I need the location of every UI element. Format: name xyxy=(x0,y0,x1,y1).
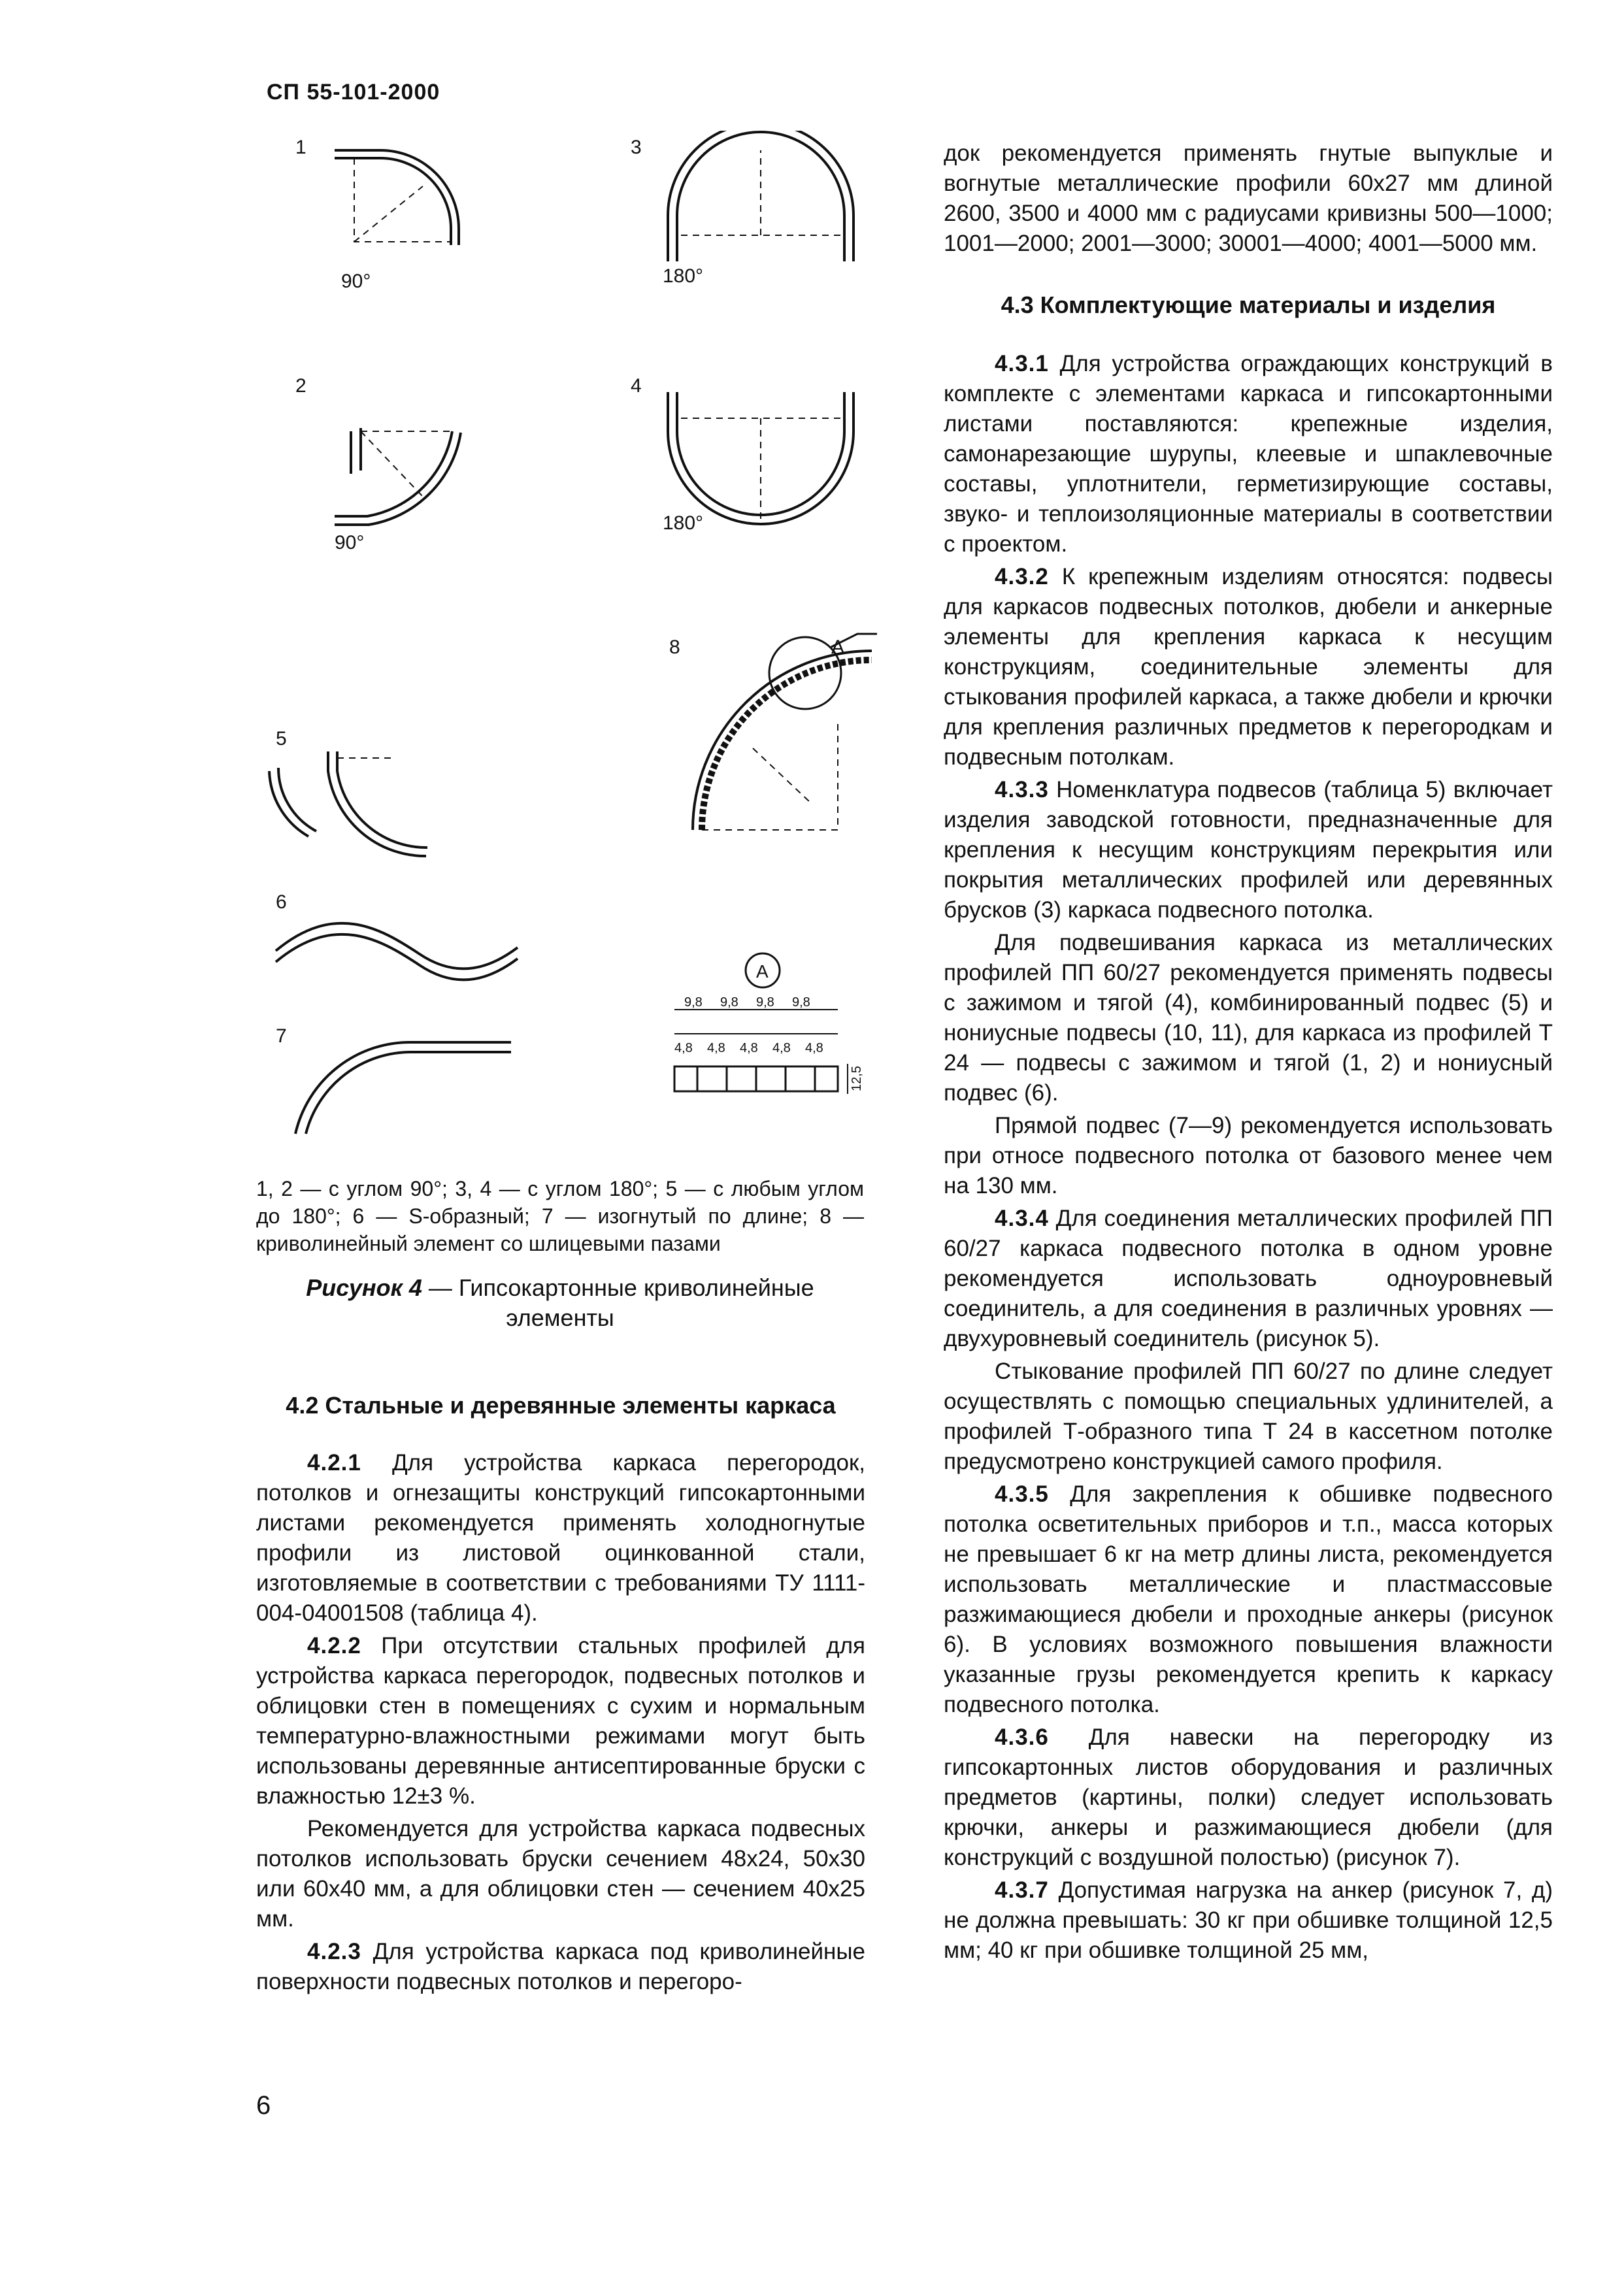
element-4-drawing xyxy=(668,392,853,524)
clause-number: 4.3.6 xyxy=(995,1724,1049,1750)
element-label-1: 1 xyxy=(295,137,307,158)
paragraph-text: К крепежным изделиям относятся: подвесы для каркасов подвесных потолков, дюбели и анкерные элементы для крепления каркаса к несущим конструкциям, соединительные элементы для стыкования профилей каркаса, а также дюбели и крючки для крепления различных предметов к перегородкам и подвесным потолкам. xyxy=(944,564,1553,770)
element-3-drawing xyxy=(668,131,853,261)
element-6-drawing xyxy=(276,923,518,980)
section-heading-4-2: 4.2 Стальные и деревянные элементы каркаса xyxy=(286,1392,836,1419)
element-label-3: 3 xyxy=(631,137,642,158)
paragraph-4-3-1 xyxy=(944,349,1553,559)
clause-number: 4.3.3 xyxy=(995,777,1049,802)
paragraph-4-3-7 xyxy=(944,1875,1553,1966)
paragraph-4-3-3-cont-1: Для подвешивания каркаса из металлических профилей ПП 60/27 рекомендуется применять подвесы с зажимом и тягой (4), комбинированный подвес (5) и нониусные подвесы (10, 11), для каркаса из профилей Т 24 — подвесы с зажимом и тягой (1, 2) и нониусный подвес (6). xyxy=(944,930,1553,1106)
paragraph-text: Для соединения металлических профилей ПП 60/27 каркаса подвесного потолка в одном уровне рекомендуется использовать одноуровневый соединитель, а для соединения в различных уровнях — двухуровневый соединитель (рисунок 5). xyxy=(944,1206,1553,1351)
angle-label-180-4: 180° xyxy=(663,512,704,534)
angle-label-90-1: 90° xyxy=(341,271,371,292)
paragraph-text: Для навески на перегородку из гипсокартонных листов оборудования и различных предметов (картины, полки) следует использовать крючки, анкеры и разжимающиеся дюбели (для конструкций с воздушной полостью) (рисунок 7). xyxy=(944,1724,1553,1870)
paragraph-4-3-4 xyxy=(944,1204,1553,1354)
paragraph-4-3-2 xyxy=(944,562,1553,772)
dim-top-4: 9,8 xyxy=(792,995,810,1010)
dim-top-2: 9,8 xyxy=(720,995,738,1010)
dim-top-3: 9,8 xyxy=(756,995,774,1010)
dim-thickness: 12,5 xyxy=(850,1066,864,1091)
paragraph-text: Для закрепления к обшивке подвесного потолка осветительных приборов и т.п., масса которых не превышает 6 кг на метр длины листа, рекомендуется использовать металлические и пластмассовые разжимающиеся дюбели и проходные анкеры (рисунок 6). В условиях возможного повышения влажности указанные грузы рекомендуется крепить к каркасу подвесного потолка. xyxy=(944,1481,1553,1717)
paragraph-text: Для устройства каркаса под криволинейные поверхности подвесных потолков и перегоро- xyxy=(256,1939,865,1994)
paragraph-text: Для устройства ограждающих конструкций в комплекте с элементами каркаса и гипсокартонными листами поставляются: крепежные изделия, самонарезающие шурупы, клеевые и шпаклевочные составы, уплотнители, герметизирующие составы, звуко- и теплоизоляционные материалы в соответствии с проектом. xyxy=(944,351,1553,557)
paragraph-4-3-4-cont: Стыкование профилей ПП 60/27 по длине следует осуществлять с помощью специальных удлинителей, а профилей Т-образного типа Т 24 в кассетном потолке предусмотрено конструкцией самого профиля. xyxy=(944,1359,1553,1474)
element-label-7: 7 xyxy=(276,1025,287,1047)
element-label-2: 2 xyxy=(295,375,307,397)
paragraph-text: При отсутствии стальных профилей для устройства каркаса перегородок, подвесных потолков и облицовки стен в помещениях с сухим и нормальным температурно-влажностными режимами могут быть использованы деревянные антисептированные бруски с влажностью 12±3 %. xyxy=(256,1633,865,1809)
element-label-8: 8 xyxy=(669,636,680,658)
dim-top-1: 9,8 xyxy=(684,995,703,1010)
figure-notes: 1, 2 — с углом 90°; 3, 4 — с углом 180°; 5 — с любым углом до 180°; 6 — S-образный; 7 — изогнутый по длине; 8 — криволинейный элемент со шлицевыми пазами xyxy=(256,1177,864,1255)
paragraph-4-3-3-cont-2: Прямой подвес (7—9) рекомендуется использовать при относе подвесного потолка от базового менее чем на 130 мм. xyxy=(944,1113,1553,1198)
paragraph-4-2-2 xyxy=(256,1631,865,1811)
detail-a-label: A xyxy=(756,961,769,982)
paragraph-text: Допустимая нагрузка на анкер (рисунок 7, д) не должна превышать: 30 кг при обшивке толщиной 12,5 мм; 40 кг при обшивке толщиной 25 мм, xyxy=(944,1877,1553,1963)
paragraph-4-3-5 xyxy=(944,1479,1553,1720)
page-number: 6 xyxy=(256,2091,271,2120)
clause-number: 4.3.2 xyxy=(995,564,1049,589)
element-1-drawing xyxy=(335,150,459,245)
figure-caption-text: — Гипсокартонные криволинейные элементы xyxy=(422,1274,814,1331)
callout-a-label: A xyxy=(831,636,845,658)
paragraph-text: Номенклатура подвесов (таблица 5) включает изделия заводской готовности, предназначенные для крепления к несущим конструкциям перекрытия или покрытия металлических профилей или деревянных брусков (3) каркаса подвесного потолка. xyxy=(944,777,1553,923)
figure-caption xyxy=(256,1273,864,1333)
element-label-5: 5 xyxy=(276,728,287,750)
angle-label-90-2: 90° xyxy=(335,532,365,553)
element-5-drawing xyxy=(269,751,427,856)
clause-number: 4.2.3 xyxy=(307,1939,361,1964)
element-label-6: 6 xyxy=(276,891,287,913)
clause-number: 4.3.1 xyxy=(995,351,1049,376)
clause-number: 4.2.2 xyxy=(307,1633,361,1658)
figure-caption-label: Рисунок 4 xyxy=(306,1274,422,1301)
left-column xyxy=(256,1391,865,1997)
clause-number: 4.3.5 xyxy=(995,1481,1049,1507)
dim-bottom-2: 4,8 xyxy=(707,1041,725,1055)
paragraph-4-3-6 xyxy=(944,1723,1553,1873)
paragraph-text: Для устройства каркаса перегородок, потолков и огнезащиты конструкций гипсокартонными листами рекомендуется применять холодногнутые профили из листовой оцинкованной стали, изготовляемые в соответствии с требованиями ТУ 1111-004-04001508 (таблица 4). xyxy=(256,1450,865,1626)
right-column xyxy=(944,139,1553,1966)
dim-bottom-1: 4,8 xyxy=(674,1041,693,1055)
element-7-drawing xyxy=(295,1042,511,1134)
dim-bottom-3: 4,8 xyxy=(740,1041,758,1055)
element-label-4: 4 xyxy=(631,375,642,397)
section-heading-4-3: 4.3 Комплектующие материалы и изделия xyxy=(1001,291,1496,318)
element-2-drawing xyxy=(335,428,461,525)
paragraph-4-2-1 xyxy=(256,1448,865,1628)
paragraph-4-2-3 xyxy=(256,1937,865,1997)
paragraph-4-3-3 xyxy=(944,775,1553,925)
paragraph-4-2-2-cont: Рекомендуется для устройства каркаса подвесных потолков использовать бруски сечением 48х24, 50х30 или 60х40 мм, а для облицовки стен — сечением 40х25 мм. xyxy=(256,1816,865,1932)
dim-bottom-4: 4,8 xyxy=(772,1041,791,1055)
paragraph-4-2-3-cont: док рекомендуется применять гнутые выпуклые и вогнутые металлические профили 60х27 мм длиной 2600, 3500 и 4000 мм с радиусами кривизны 500—1000; 1001—2000; 2001—3000; 30001—4000; 4001—5000 мм. xyxy=(944,140,1553,256)
clause-number: 4.2.1 xyxy=(307,1450,361,1476)
clause-number: 4.3.7 xyxy=(995,1877,1049,1903)
clause-number: 4.3.4 xyxy=(995,1206,1049,1231)
element-8-drawing xyxy=(693,634,877,830)
document-code-header: СП 55-101-2000 xyxy=(267,80,440,105)
dim-bottom-5: 4,8 xyxy=(805,1041,823,1055)
figure-4-drawings xyxy=(256,131,884,1176)
angle-label-180-3: 180° xyxy=(663,265,704,287)
